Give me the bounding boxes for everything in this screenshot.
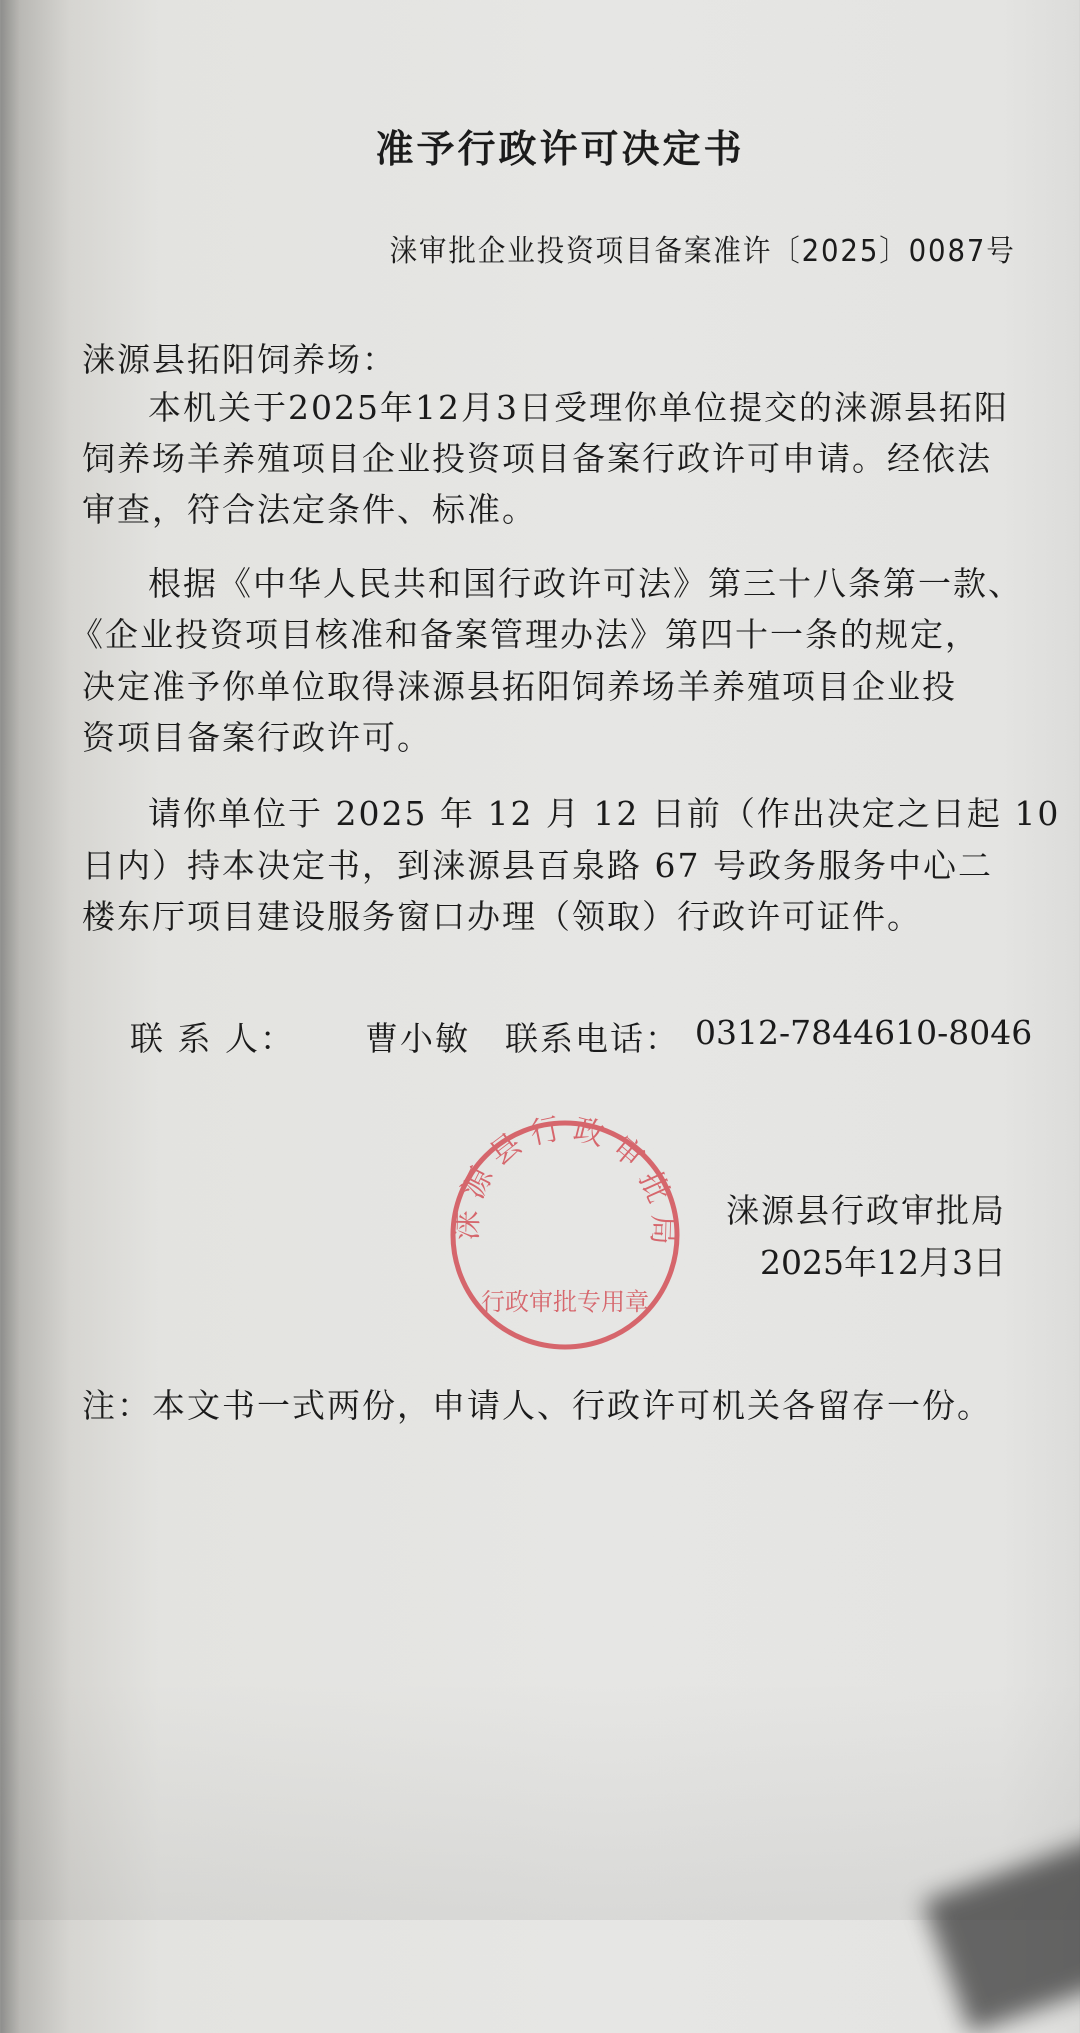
seal-inner-text: 行政审批专用章 [481, 1288, 649, 1316]
paragraph-line: 审查，符合法定条件、标准。 [82, 490, 537, 529]
paragraph-line: 本机关于2025年12月3日受理你单位提交的涞源县拓阳 [148, 388, 1009, 427]
document-title: 准予行政许可决定书 [375, 127, 745, 171]
seal-outer-text: 涞 源 县 行 政 审 批 局 [449, 1111, 681, 1246]
contact-phone-label: 联系电话： [505, 1019, 680, 1058]
paper-shadow [0, 1680, 1080, 1920]
footnote: 注：本文书一式两份，申请人、行政许可机关各留存一份。 [82, 1386, 992, 1425]
paragraph-line: 根据《中华人民共和国行政许可法》第三十八条第一款、 [148, 564, 1023, 603]
paragraph-line: 饲养场羊养殖项目企业投资项目备案行政许可申请。经依法 [82, 439, 992, 478]
official-seal [440, 1110, 690, 1360]
paragraph-line: 日内）持本决定书，到涞源县百泉路 67 号政务服务中心二 [82, 846, 993, 885]
paragraph-line: 决定准予你单位取得涞源县拓阳饲养场羊养殖项目企业投 [82, 667, 957, 706]
paragraph-line: 资项目备案行政许可。 [82, 718, 432, 757]
contact-person: 曹小敏 [365, 1019, 470, 1058]
document-number: 涞审批企业投资项目备案准许〔2025〕0087号 [389, 234, 1016, 269]
issuer-name: 涞源县行政审批局 [726, 1191, 1006, 1230]
issue-date: 2025年12月3日 [760, 1243, 1006, 1282]
contact-person-label: 联 系 人： [130, 1019, 295, 1058]
salutation: 涞源县拓阳饲养场： [82, 340, 397, 379]
paragraph-line: 楼东厅项目建设服务窗口办理（领取）行政许可证件。 [82, 897, 922, 936]
paragraph-line: 《企业投资项目核准和备案管理办法》第四十一条的规定， [70, 615, 980, 654]
contact-phone: 0312-7844610-8046 [695, 1013, 1033, 1052]
paragraph-line: 请你单位于 2025 年 12 月 12 日前（作出决定之日起 10 [148, 794, 1061, 833]
